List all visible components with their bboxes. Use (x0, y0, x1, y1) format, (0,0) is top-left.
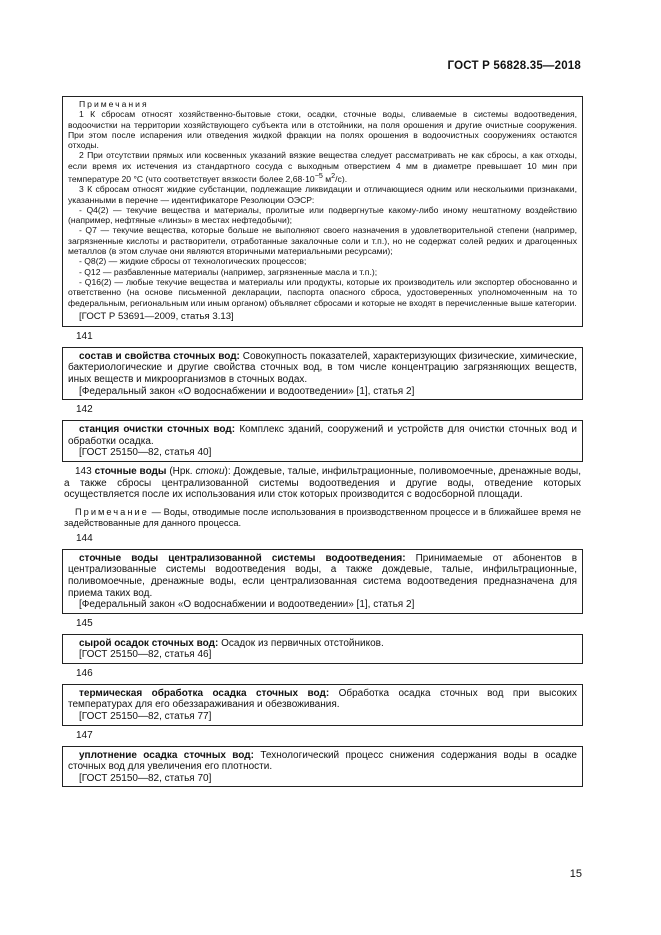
entry-146 (62, 684, 583, 726)
entry-145 (62, 634, 583, 664)
note-143 (64, 507, 581, 529)
note-item-q7: - Q7 — текучие вещества, которые больше не выполняют своего назначения в удовлетворительной степени (например, загрязненные кислоты и растворители, отработанные закалочные соли и т.п.), но не содержат солей редких и драгоценных металлов (в этом случае они являются вторичными материальными ресурсами); (68, 225, 577, 257)
entry-142-text (68, 424, 577, 447)
entry-142 (62, 420, 583, 462)
note-1: 1 К сбросам относят хозяйственно-бытовые стоки, осадки, сточные воды, сливаемые в системы водоотведения, водоочистки на территории хозяйствующего субъекта или в отстойники, на поля орошения и другие очистные сооружения. При этом после испарения или отведения жидкой фракции на полях орошения в водоочистных сооружениях остаются отходы. (68, 109, 577, 151)
entry-number-146: 146 (76, 667, 93, 679)
term-144: сточные воды централизованной системы водоотведения: (79, 552, 406, 564)
definition-146: Обработка осадка сточных вод при высоких температурах для его обеззараживания и обезвоживания. (68, 687, 577, 711)
term-143-paren-open: (Нрк. (166, 465, 196, 477)
source-146: [ГОСТ 25150—82, статья 77] (79, 711, 212, 723)
notes-source: [ГОСТ Р 53691—2009, статья 3.13] (79, 310, 234, 322)
entry-141-text (68, 351, 577, 386)
definition-143: Дождевые, талые, инфильтрационные, поливомоечные, дренажные воды, а также сбросы централизованной системы водоотведения и другие воды, отведение которых осуществляется после их использования или сток которых производится с водосборной площади. (64, 465, 582, 501)
entry-number-143: 143 (75, 465, 92, 477)
term-141: состав и свойства сточных вод: (79, 350, 240, 362)
source-144: [Федеральный закон «О водоснабжении и водоотведении» [1], статья 2] (79, 599, 415, 611)
entry-147 (62, 746, 583, 788)
entry-143-text (64, 466, 581, 501)
note-item-q12: - Q12 — разбавленные материалы (например, загрязненные масла и т.п.); (79, 266, 378, 277)
source-142: [ГОСТ 25150—82, статья 40] (79, 447, 212, 459)
entry-144 (62, 549, 583, 614)
term-143-paren-close: ): (224, 465, 231, 477)
entry-141 (62, 347, 583, 400)
term-142: станция очистки сточных вод: (79, 424, 236, 436)
definition-142: Комплекс зданий, сооружений и устройств для очистки сточных вод и обработки осадка. (68, 424, 577, 447)
note-143-label: Примечание (75, 506, 149, 517)
term-145: сырой осадок сточных вод: (79, 637, 219, 649)
page-content (62, 96, 583, 787)
term-143-deprecated: стоки (195, 465, 225, 477)
definition-147: Технологический процесс снижения содержания воды в осадке сточных вод для увеличения его плотности. (68, 749, 577, 773)
source-141: [Федеральный закон «О водоснабжении и водоотведении» [1], статья 2] (79, 385, 415, 397)
term-143: сточные воды (94, 465, 167, 477)
entry-number-142: 142 (76, 404, 93, 416)
entry-146-text (68, 688, 577, 711)
entry-147-text (68, 750, 577, 773)
entry-number-145: 145 (76, 617, 93, 629)
notes-heading: Примечания (79, 99, 149, 109)
source-145: [ГОСТ 25150—82, статья 46] (79, 649, 212, 661)
term-147: уплотнение осадка сточных вод: (79, 749, 254, 761)
page-number: 15 (569, 868, 582, 880)
source-147: [ГОСТ 25150—82, статья 70] (79, 772, 212, 784)
entry-number-147: 147 (76, 729, 93, 741)
note-2-tail: /с). (335, 173, 348, 184)
note-item-q16: - Q16(2) — любые текучие вещества и материалы или продукты, которые их производитель или экспортер обоснованно и ответственно (на основе письменной декларации, паспорта опасного сброса, удостоверенных уполномоченным на то федеральным, региональным или иным органом) объявляет сбросами и которые не входят в перечисленные выше категории. (68, 276, 577, 308)
note-item-q8: - Q8(2) — жидкие сбросы от технологических процессов; (79, 256, 307, 267)
definition-144: Принимаемые от абонентов в централизованные системы водоотведения воды, а также дождевые, талые, инфильтрационные, поливомоечные, дренажные воды, если централизованная система водоотведения предназначена для приема таких вод. (68, 552, 578, 599)
definition-145: Осадок из первичных отстойников. (218, 637, 384, 649)
note-2-text: 2 При отсутствии прямых или косвенных указаний вязкие вещества следует рассматривать не как сбросы, а как отходы, если время их истечения из стандартного сосуда с выходным отверстием 4 мм в диаметре превышает 10 мин при температуре 20 °С (что соответствует вязкости более 2,68·10 (68, 150, 577, 184)
note-2-unit-exponent: 2 (331, 172, 336, 181)
entry-number-141: 141 (76, 330, 93, 342)
entry-144-text (68, 553, 577, 599)
note-item-q4: - Q4(2) — текучие вещества и материалы, пролитые или подвергнутые какому-либо иному нештатному воздействию (например, нефтяные «линзы» в местах нефтедобычи); (68, 204, 577, 226)
term-146: термическая обработка осадка сточных вод: (79, 687, 330, 699)
note-2-unit: м (322, 173, 332, 184)
entry-145-text (68, 638, 577, 650)
definition-141: Совокупность показателей, характеризующих физические, химические, бактериологические и другие свойства сточных вод, в том числе концентрацию загрязняющих веществ, иных веществ и микроорганизмов в сточных водах. (68, 350, 578, 385)
entry-number-144: 144 (76, 532, 93, 544)
document-header: ГОСТ Р 56828.35—2018 (447, 60, 581, 72)
note-2-exponent: −5 (314, 172, 323, 181)
note-3: 3 К сбросам относят жидкие субстанции, подлежащие ликвидации и отличающиеся одним или несколькими признаками, указанными в перечне — идентификаторе Резолюции ОЭСР: (68, 184, 577, 205)
note-2 (68, 150, 577, 184)
notes-box (62, 96, 583, 327)
entry-143 (62, 466, 583, 529)
note-143-text: — Воды, отводимые после использования в производственном процессе и в ближайшее время не задействованные для данного процесса. (64, 506, 581, 528)
